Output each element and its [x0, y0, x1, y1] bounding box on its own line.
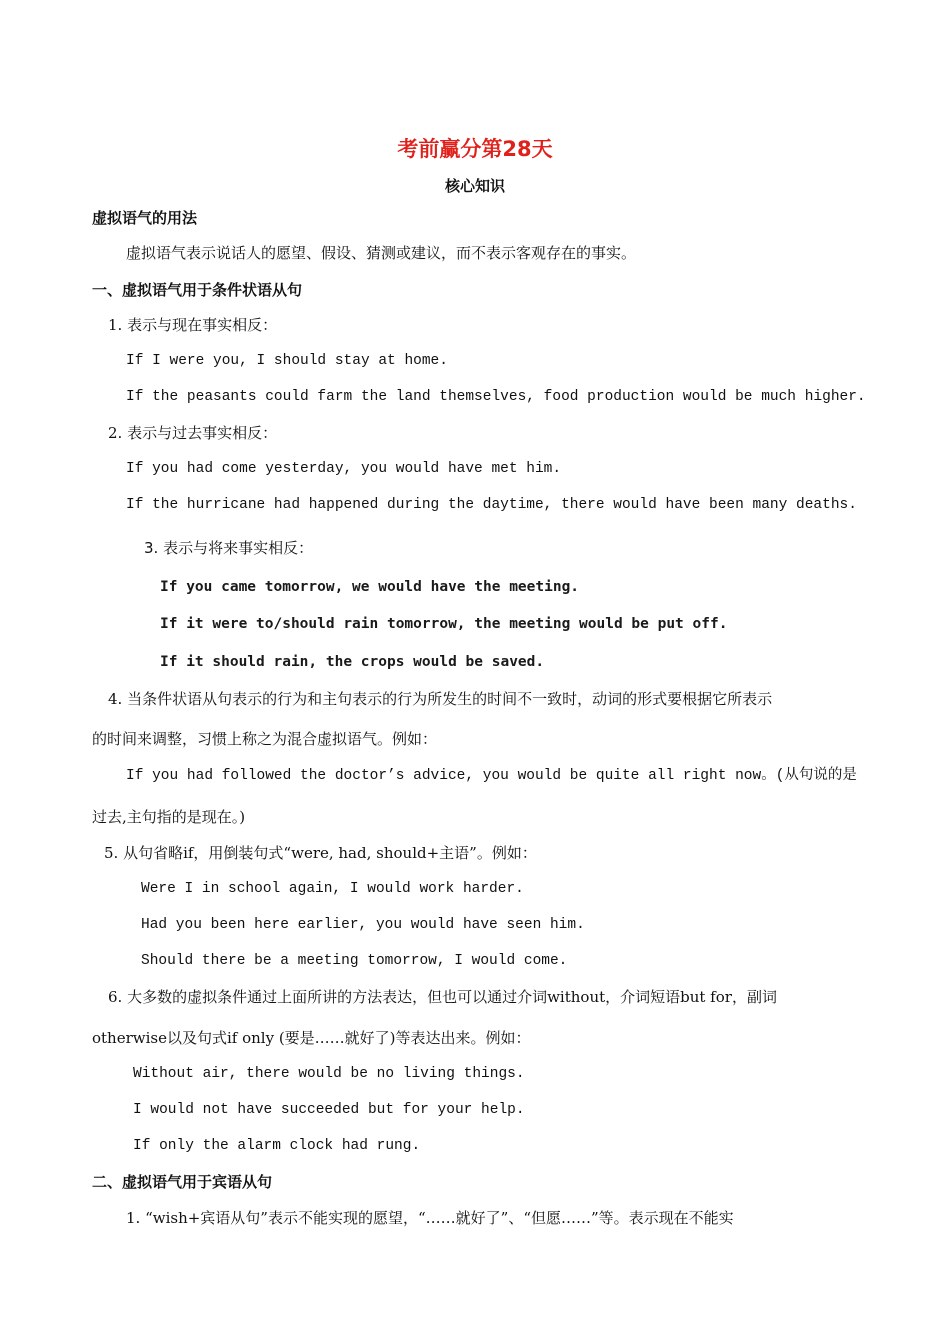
example-line: Had you been here earlier, you would have seen him. [141, 917, 585, 933]
example-line: Without air, there would be no living things. [133, 1066, 525, 1082]
item6-line2: otherwise以及句式if only (要是……就好了)等表达出来。例如： [92, 1029, 531, 1047]
item2-label: 2. 表示与过去事实相反： [108, 424, 278, 442]
example-line: Should there be a meeting tomorrow, I would come. [141, 953, 568, 969]
example-line: If only the alarm clock had rung. [133, 1138, 421, 1154]
part2-item1-line1: 1. “wish+宾语从句”表示不能实现的愿望，“……就好了”、“但愿……”等。表示现在不能实 [126, 1209, 734, 1227]
intro-paragraph: 虚拟语气表示说话人的愿望、假设、猜测或建议，而不表示客观存在的事实。 [126, 244, 637, 262]
item4-example-line2: 过去,主句指的是现在。) [92, 808, 246, 826]
example-line: If you had come yesterday, you would have met him. [126, 461, 562, 477]
page-subtitle: 核心知识 [444, 177, 505, 195]
part2-heading: 二、虚拟语气用于宾语从句 [92, 1173, 273, 1191]
item3-label: 3. 表示与将来事实相反： [144, 539, 314, 557]
section-heading: 虚拟语气的用法 [92, 209, 198, 227]
example-line: If it should rain, the crops would be saved. [160, 654, 545, 670]
item1-label: 1. 表示与现在事实相反： [108, 316, 278, 334]
item5-label: 5. 从句省略if，用倒装句式“were, had, should+主语”。例如： [104, 844, 537, 862]
item6-line1: 6. 大多数的虚拟条件通过上面所讲的方法表达，但也可以通过介词without，介词短语but for，副词 [108, 988, 777, 1006]
item4-line2: 的时间来调整，习惯上称之为混合虚拟语气。例如： [92, 730, 438, 748]
page-title: 考前赢分第28天 [397, 137, 553, 161]
example-line: If you came tomorrow, we would have the meeting. [160, 579, 580, 595]
item4-example-line1: If you had followed the doctor’s advice, you would be quite all right now。(从句说的是 [126, 768, 857, 784]
example-line: I would not have succeeded but for your help. [133, 1102, 525, 1118]
example-line: If the peasants could farm the land themselves, food production would be much higher. [126, 389, 866, 405]
example-line: If it were to/should rain tomorrow, the meeting would be put off. [160, 616, 728, 632]
example-line: If I were you, I should stay at home. [126, 353, 448, 369]
example-line: Were I in school again, I would work harder. [141, 881, 524, 897]
item4-line1: 4. 当条件状语从句表示的行为和主句表示的行为所发生的时间不一致时，动词的形式要根据它所表示 [108, 690, 773, 708]
part1-heading: 一、虚拟语气用于条件状语从句 [92, 281, 303, 299]
example-line: If the hurricane had happened during the daytime, there would have been many deaths. [126, 497, 857, 513]
